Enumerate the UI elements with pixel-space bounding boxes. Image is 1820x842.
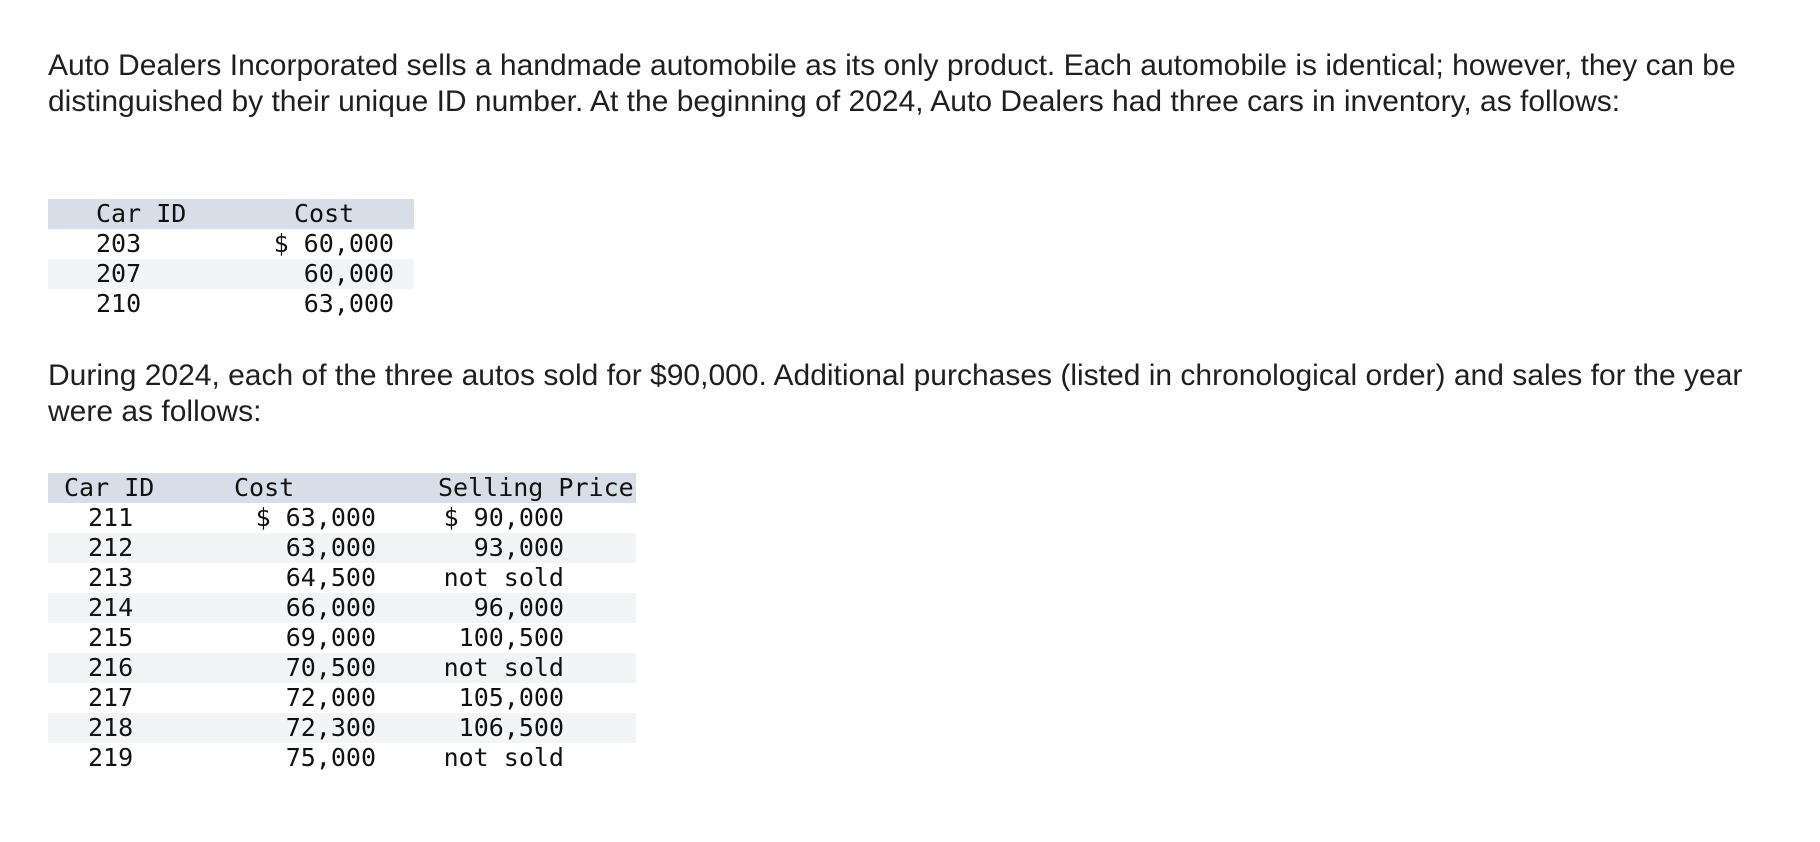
car-id-cell: 218: [88, 713, 134, 742]
car-id-cell: 213: [88, 563, 134, 592]
table-row: [48, 563, 636, 593]
selling-price-cell: not sold: [443, 563, 564, 592]
cost-cell: 72,300: [285, 713, 376, 742]
car-id-cell: 217: [88, 683, 134, 712]
car-id-header: Car ID: [64, 473, 155, 502]
selling-price-cell: $ 90,000: [443, 503, 564, 532]
purchases-sales-table: [48, 473, 636, 773]
cost-header: Cost: [294, 199, 355, 228]
car-id-cell: 203: [96, 229, 142, 258]
intro-paragraph: Auto Dealers Incorporated sells a handmade automobile as its only product. Each automobile is identical; however, they can be distinguished by their unique ID number. At the beginning of 2024, Auto Dealers had three cars in inventory, as follows:: [48, 49, 1736, 118]
cost-header: Cost: [234, 473, 295, 502]
table-row: [48, 533, 636, 563]
cost-cell: $ 63,000: [255, 503, 376, 532]
cost-cell: 60,000: [303, 259, 394, 288]
table-row: [48, 593, 636, 623]
selling-price-cell: 100,500: [458, 623, 564, 652]
car-id-cell: 219: [88, 743, 134, 772]
cost-cell: 63,000: [285, 533, 376, 562]
car-id-cell: 214: [88, 593, 134, 622]
table-row: [48, 713, 636, 743]
cost-cell: 64,500: [285, 563, 376, 592]
cost-cell: 66,000: [285, 593, 376, 622]
selling-price-cell: 96,000: [473, 593, 564, 622]
cost-cell: $ 60,000: [273, 229, 394, 258]
selling-price-cell: 93,000: [473, 533, 564, 562]
selling-price-header: Selling Price: [438, 473, 634, 502]
car-id-cell: 211: [88, 503, 134, 532]
table-row: [48, 259, 414, 289]
table-row: [48, 683, 636, 713]
cost-cell: 63,000: [303, 289, 394, 318]
car-id-cell: 212: [88, 533, 134, 562]
table-row: [48, 623, 636, 653]
selling-price-cell: 106,500: [458, 713, 564, 742]
table-row: [48, 653, 636, 683]
purchases-paragraph: During 2024, each of the three autos sold for $90,000. Additional purchases (listed in chronological order) and sales for the year were as follows:: [48, 359, 1743, 428]
table-row: [48, 503, 636, 533]
car-id-cell: 210: [96, 289, 142, 318]
table-row: [48, 289, 414, 319]
cost-cell: 69,000: [285, 623, 376, 652]
table-row: [48, 743, 636, 773]
cost-cell: 75,000: [285, 743, 376, 772]
car-id-cell: 207: [96, 259, 142, 288]
beginning-inventory-table: [48, 199, 414, 319]
selling-price-cell: not sold: [443, 743, 564, 772]
car-id-cell: 216: [88, 653, 134, 682]
car-id-cell: 215: [88, 623, 134, 652]
table-header-row: [48, 473, 636, 503]
selling-price-cell: not sold: [443, 653, 564, 682]
table-header-row: [48, 199, 414, 229]
table-row: [48, 229, 414, 259]
selling-price-cell: 105,000: [458, 683, 564, 712]
car-id-header: Car ID: [96, 199, 187, 228]
cost-cell: 70,500: [285, 653, 376, 682]
cost-cell: 72,000: [285, 683, 376, 712]
